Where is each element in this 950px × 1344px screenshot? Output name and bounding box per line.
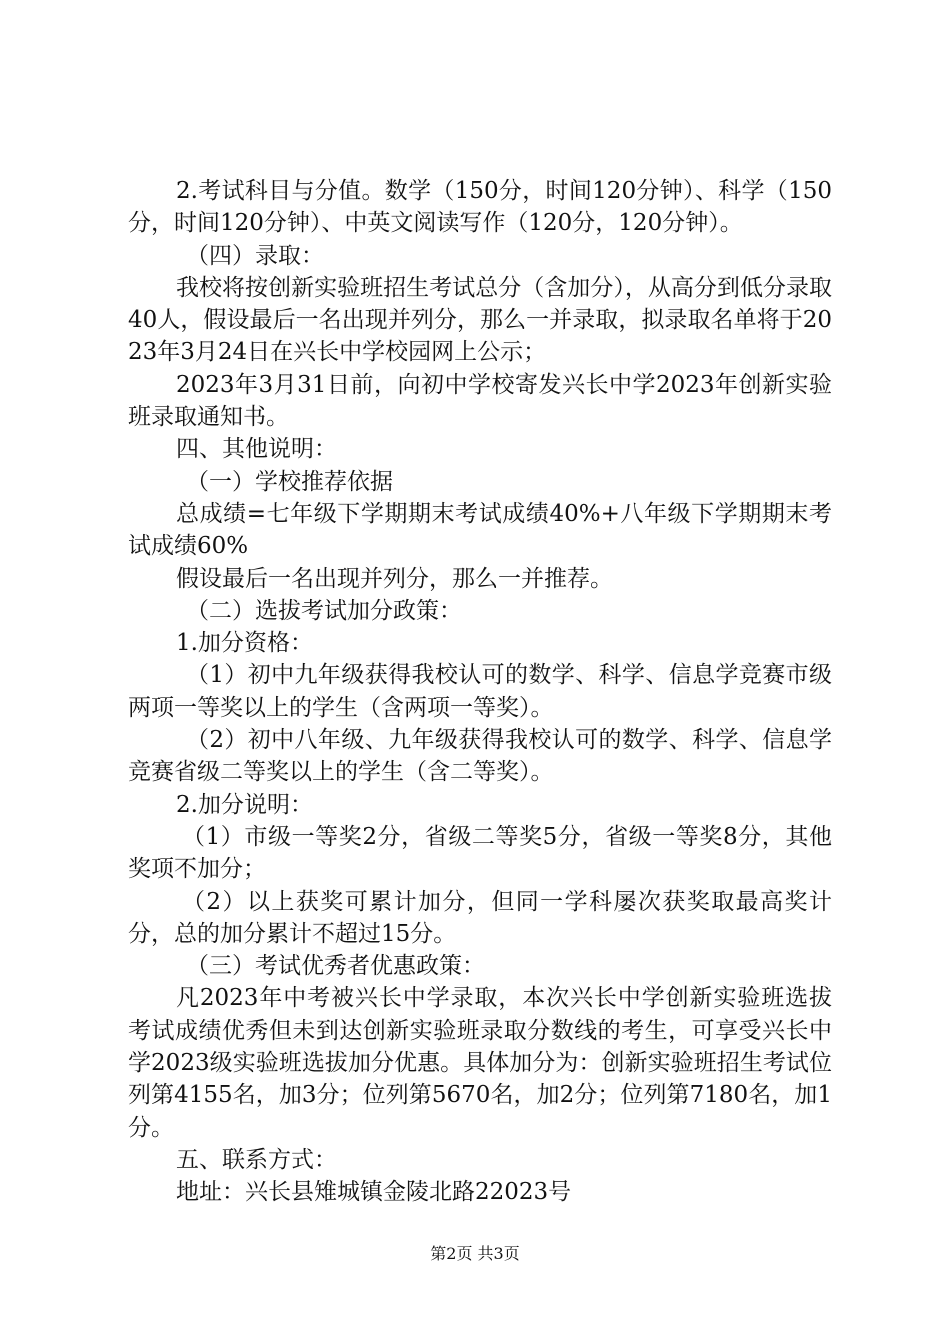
paragraph-excellent-policy: 凡2023年中考被兴长中学录取，本次兴长中学创新实验班选拔考试成绩优秀但未到达创新实验班录取分数线的考生，可享受兴长中学2023级实验班选拔加分优惠。具体加分为：创新实验班招生考试位列第4155名，加3分；位列第5670名，加2分；位列第7180名，加1分。 <box>128 985 832 1141</box>
heading-contact: 五、联系方式： <box>176 1146 337 1173</box>
page-number-footer: 第2页 共3页 <box>430 1244 520 1263</box>
paragraph-qualification-2: （2）初中八年级、九年级获得我校认可的数学、科学、信息学竞赛省级二等奖以上的学生（含二等奖）。 <box>128 727 832 786</box>
heading-bonus-policy: （二）选拔考试加分政策： <box>186 597 462 624</box>
paragraph-admission-rule: 我校将按创新实验班招生考试总分（含加分），从高分到低分录取40人，假设最后一名出现并列分，那么一并录取，拟录取名单将于2023年3月24日在兴长中学校园网上公示； <box>128 274 832 366</box>
document-body <box>128 175 832 1209</box>
paragraph-exam-subjects: 2.考试科目与分值。数学（150分，时间120分钟）、科学（150分，时间120分钟）、中英文阅读写作（120分，120分钟）。 <box>128 178 832 237</box>
paragraph-qualification-1: （1）初中九年级获得我校认可的数学、科学、信息学竞赛市级两项一等奖以上的学生（含两项一等奖）。 <box>128 662 832 721</box>
heading-bonus-explanation: 2.加分说明： <box>176 791 313 818</box>
paragraph-bonus-1: （1）市级一等奖2分，省级二等奖5分，省级一等奖8分，其他奖项不加分； <box>128 823 832 883</box>
paragraph-admission-notice: 2023年3月31日前，向初中学校寄发兴长中学2023年创新实验班录取通知书。 <box>128 371 832 431</box>
heading-admission: （四）录取： <box>186 242 324 269</box>
heading-excellent-policy: （三）考试优秀者优惠政策： <box>186 953 485 980</box>
paragraph-total-score: 总成绩=七年级下学期期末考试成绩40%+八年级下学期期末考试成绩60% <box>128 500 832 560</box>
heading-recommendation-basis: （一）学校推荐依据 <box>186 468 393 495</box>
heading-bonus-qualification: 1.加分资格： <box>176 630 313 657</box>
paragraph-address: 地址：兴长县雉城镇金陵北路22023号 <box>176 1179 572 1206</box>
paragraph-bonus-2: （2）以上获奖可累计加分，但同一学科屡次获奖取最高奖计分，总的加分累计不超过15分。 <box>128 888 832 947</box>
heading-other-notes: 四、其他说明： <box>176 436 337 463</box>
paragraph-tie-rule: 假设最后一名出现并列分，那么一并推荐。 <box>176 565 613 592</box>
